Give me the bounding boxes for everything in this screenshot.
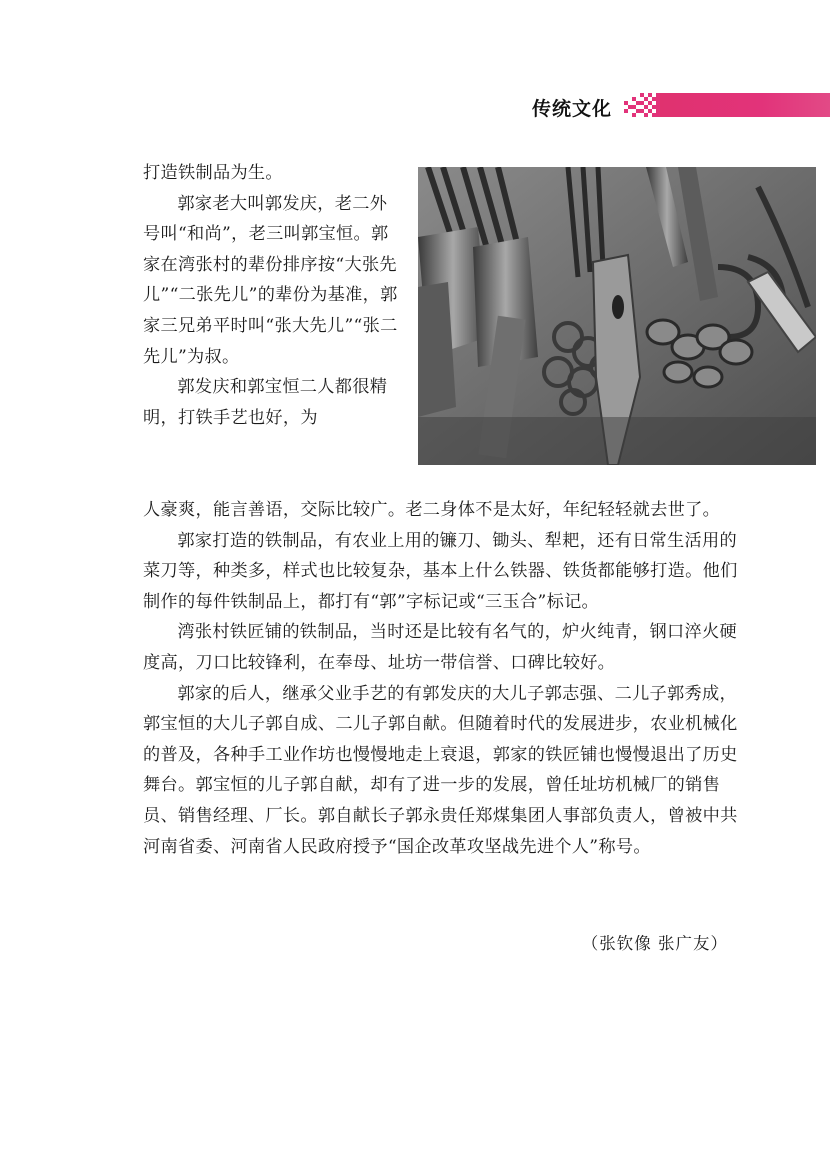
paragraph-reputation: 湾张村铁匠铺的铁制品，当时还是比较有名气的，炉火纯青，钢口淬火硬度高，刀口比较锋利，在奉母、址坊一带信誉、口碑比较好。: [143, 622, 737, 673]
intro-line: 打造铁制品为生。: [143, 163, 283, 183]
author-credit: （张钦像 张广友）: [581, 934, 728, 953]
checker-pattern-decoration: [622, 93, 662, 117]
paragraph-skill-start: 郭发庆和郭宝恒二人都很精明，打铁手艺也好，为: [143, 377, 388, 428]
paragraph-descendants: 郭家的后人，继承父业手艺的有郭发庆的大儿子郭志强、二儿子郭秀成，郭宝恒的大儿子郭自成、二儿子郭自献。但随着时代的发展进步，农业机械化的普及，各种手工业作坊也慢慢地走上衰退，郭家的铁匠铺也慢慢退出了历史舞台。郭宝恒的儿子郭自献，却有了进一步的发展，曾任址坊机械厂的销售员、销售经理、厂长。郭自献长子郭永贵任郑煤集团人事部负责人，曾被中共河南省委、河南省人民政府授予“国企改革攻坚战先进个人”称号。: [143, 683, 738, 857]
paragraph-skill-end: 人豪爽，能言善语，交际比较广。老二身体不是太好，年纪轻轻就去世了。: [143, 500, 721, 520]
paragraph-family-names: 郭家老大叫郭发庆，老二外号叫“和尚”，老三叫郭宝恒。郭家在湾张村的辈份排序按“大张先儿”“二张先儿”的辈份为基准，郭家三兄弟平时叫“张大先儿”“张二先儿”为叔。: [143, 193, 398, 367]
narrow-text-column: [143, 158, 401, 433]
header-accent-bar: [660, 93, 830, 117]
paragraph-products: 郭家打造的铁制品，有农业上用的镰刀、锄头、犁耙，还有日常生活用的菜刀等，种类多，样式也比较复杂，基本上什么铁器、铁货都能够打造。他们制作的每件铁制品上，都打有“郭”字标记或“三玉合”标记。: [143, 530, 738, 612]
wide-text-column: [143, 495, 743, 862]
section-title: 传统文化: [532, 98, 613, 120]
blacksmith-tools-photo: [418, 167, 816, 465]
